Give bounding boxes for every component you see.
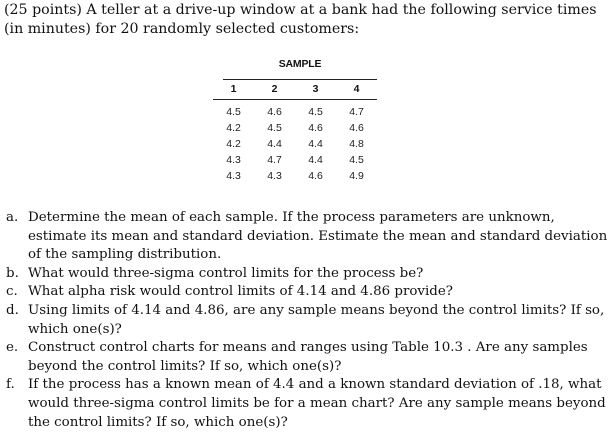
question-letter: e. bbox=[6, 340, 19, 356]
question-item-f bbox=[6, 376, 608, 432]
question-letter: d. bbox=[6, 302, 19, 318]
question-text: What would three-sigma control limits for the process be? bbox=[28, 265, 424, 281]
table-cell: 4.8 bbox=[349, 138, 364, 150]
question-letter: c. bbox=[6, 284, 18, 300]
table-cell: 4.6 bbox=[349, 122, 364, 134]
table-cell: 4.9 bbox=[349, 170, 364, 182]
table-cell: 4.4 bbox=[308, 154, 323, 166]
table-row bbox=[213, 152, 377, 168]
table-cell: 4.5 bbox=[267, 122, 282, 134]
question-text: Determine the mean of each sample. If the process parameters are unknown, estimate its mean and standard deviation. Estimate the mean and standard deviation of the sampling distribution. bbox=[28, 210, 608, 263]
column-header: 1 bbox=[230, 83, 237, 95]
question-letter: f. bbox=[6, 377, 15, 393]
table-row bbox=[213, 168, 377, 184]
table-title: SAMPLE bbox=[278, 58, 322, 70]
table-cell: 4.5 bbox=[349, 154, 364, 166]
table-cell: 4.3 bbox=[226, 154, 241, 166]
table-cell: 4.4 bbox=[267, 138, 282, 150]
table-cell: 4.5 bbox=[308, 106, 323, 118]
question-item-e bbox=[6, 339, 608, 376]
table-row bbox=[213, 100, 377, 120]
question-list bbox=[6, 209, 608, 432]
table-cell: 4.3 bbox=[267, 170, 282, 182]
column-header: 3 bbox=[312, 83, 319, 95]
table-cell: 4.6 bbox=[308, 170, 323, 182]
table-row bbox=[213, 120, 377, 136]
table-cell: 4.6 bbox=[308, 122, 323, 134]
sample-table-block bbox=[213, 57, 377, 184]
question-item-c bbox=[6, 283, 608, 302]
problem-intro: (25 points) A teller at a drive-up window at a bank had the following service times (in minutes) for 20 randomly selected customers: bbox=[4, 2, 597, 37]
sample-table bbox=[213, 80, 377, 184]
table-cell: 4.4 bbox=[308, 138, 323, 150]
question-text: Using limits of 4.14 and 4.86, are any sample means beyond the control limits? If so, which one(s)? bbox=[28, 302, 605, 337]
question-text: If the process has a known mean of 4.4 and a known standard deviation of .18, what would three-sigma control limits be for a mean chart? Are any sample means beyond the control limits? If so, which one(s)? bbox=[28, 377, 606, 430]
table-cell: 4.7 bbox=[267, 154, 282, 166]
column-header: 2 bbox=[271, 83, 278, 95]
question-text: What alpha risk would control limits of 4.14 and 4.86 provide? bbox=[28, 284, 453, 300]
table-cell: 4.5 bbox=[226, 106, 241, 118]
question-letter: a. bbox=[6, 210, 19, 225]
table-row bbox=[213, 136, 377, 152]
question-letter: b. bbox=[6, 265, 19, 281]
question-item-a bbox=[6, 209, 608, 265]
table-cell: 4.7 bbox=[349, 106, 364, 118]
table-cell: 4.6 bbox=[267, 106, 282, 118]
table-header-row bbox=[213, 80, 377, 98]
table-cell: 4.2 bbox=[226, 122, 241, 134]
question-item-d bbox=[6, 302, 608, 339]
table-cell: 4.3 bbox=[226, 170, 241, 182]
question-item-b bbox=[6, 265, 608, 284]
table-cell: 4.2 bbox=[226, 138, 241, 150]
column-header: 4 bbox=[353, 83, 360, 95]
question-text: Construct control charts for means and ranges using Table 10.3 . Are any samples beyond the control limits? If so, which one(s)? bbox=[28, 340, 588, 374]
